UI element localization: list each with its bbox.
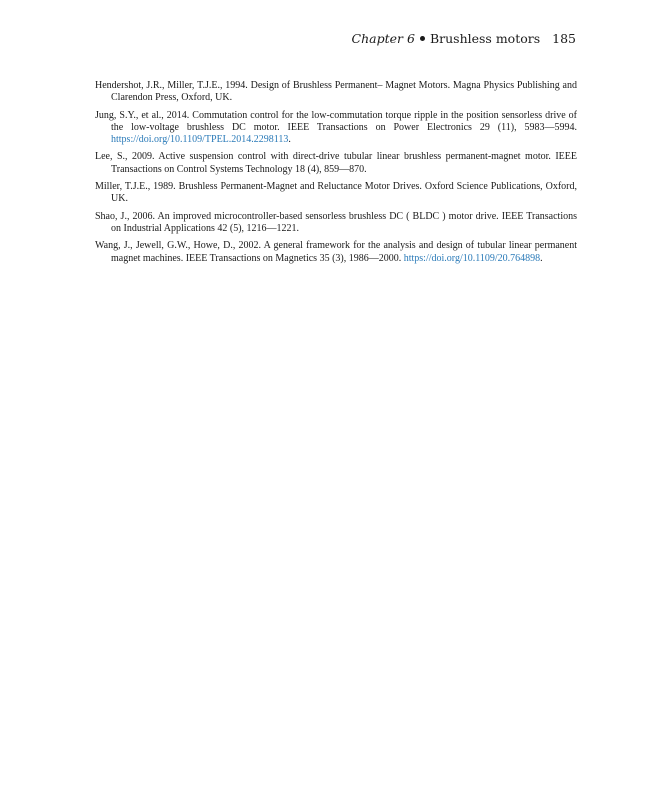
bullet-separator-icon [420, 36, 425, 41]
page-number: 185 [552, 31, 576, 46]
reference-entry [95, 110, 577, 147]
reference-entry [95, 181, 577, 206]
reference-text: Shao, J., 2006. An improved microcontroller-based sensorless brushless DC ( BLDC ) motor drive. IEEE Transactions on Industrial Applications 42 (5), 1216—1221. [95, 210, 577, 234]
reference-text: Hendershot, J.R., Miller, T.J.E., 1994. Design of Brushless Permanent– Magnet Motors. Magna Physics Publishing and Clarendon Press, Oxford, UK. [95, 80, 577, 104]
doi-link[interactable]: https://doi.org/10.1109/TPEL.2014.2298113 [111, 134, 289, 146]
doi-link[interactable]: https://doi.org/10.1109/20.764898 [403, 252, 541, 264]
chapter-title: Brushless motors [429, 31, 541, 46]
reference-text: Wang, J., Jewell, G.W., Howe, D., 2002. A general framework for the analysis and design of tubular linear permanent magnet machines. IEEE Transactions on Magnetics 35 (3), 1986—2000. [95, 240, 577, 264]
reference-text: Miller, T.J.E., 1989. Brushless Permanent-Magnet and Reluctance Motor Drives. Oxford Science Publications, Oxford, UK. [95, 181, 577, 205]
running-header [352, 31, 576, 47]
reference-entry [95, 240, 577, 265]
chapter-label: Chapter 6 [351, 31, 415, 46]
reference-list [95, 80, 577, 270]
reference-text: Jung, S.Y., et al., 2014. Commutation control for the low-commutation torque ripple in the position sensorless drive of the low-voltage brushless DC motor. IEEE Transactions on Power Electronics 29 (11), 5983—5994. [95, 109, 577, 133]
reference-entry [95, 211, 577, 236]
reference-end-punctuation: . [540, 252, 543, 264]
reference-end-punctuation: . [288, 134, 291, 146]
reference-text: Lee, S., 2009. Active suspension control with direct-drive tubular linear brushless permanent-magnet motor. IEEE Transactions on Control Systems Technology 18 (4), 859—870. [95, 151, 577, 175]
reference-entry [95, 151, 577, 176]
reference-entry [95, 80, 577, 105]
